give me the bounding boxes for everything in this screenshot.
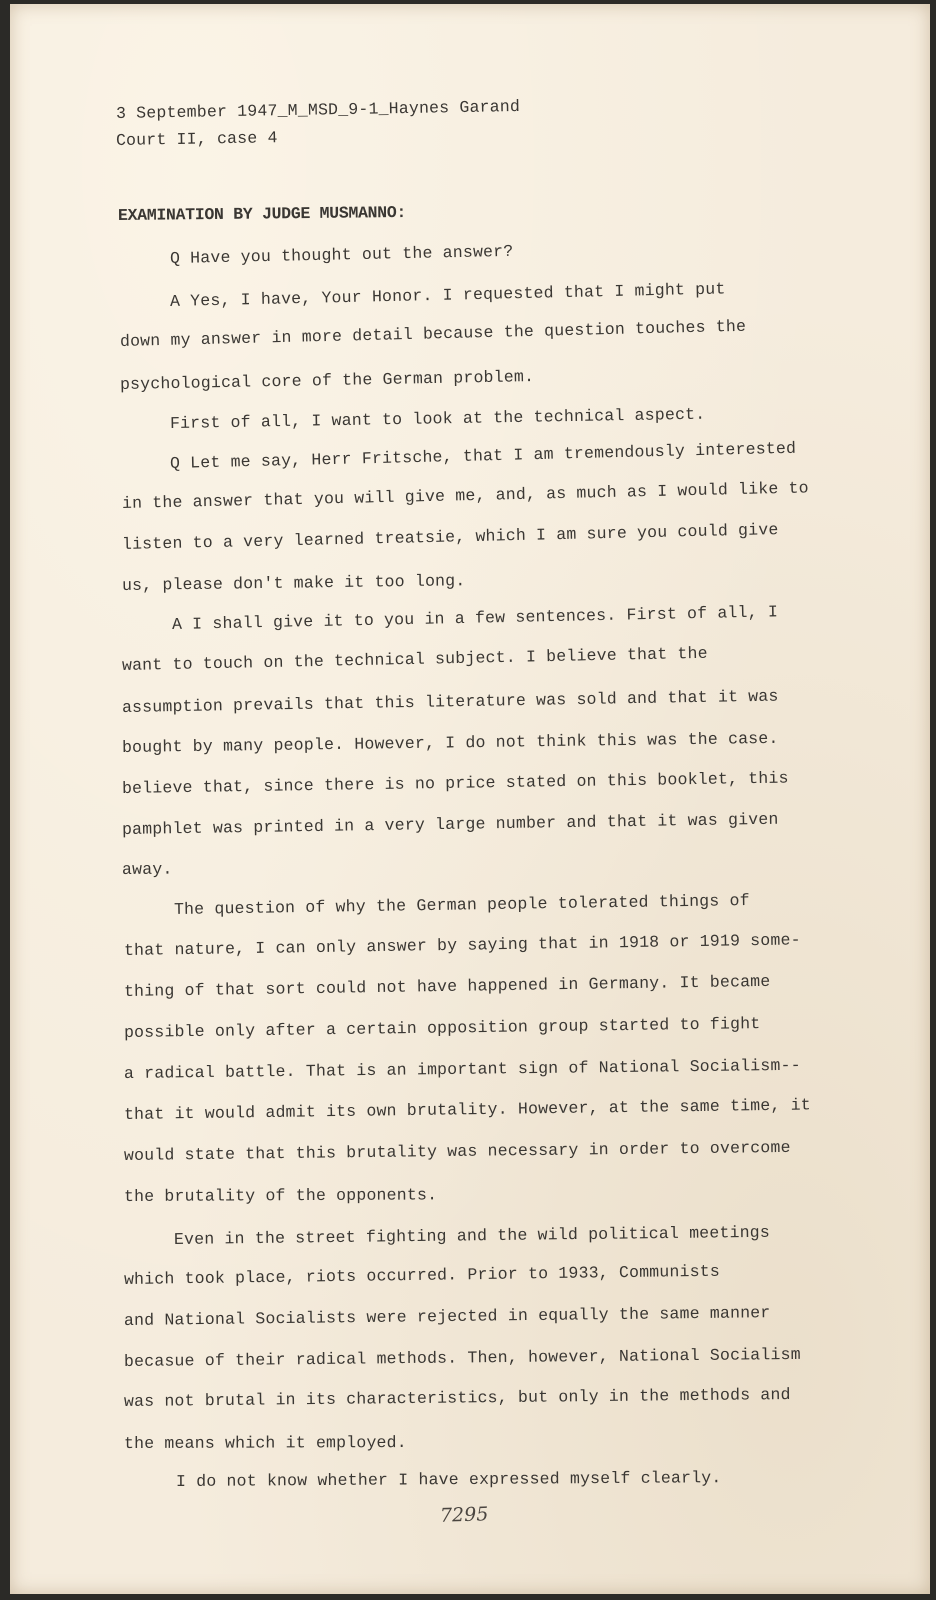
body-line: which took place, riots occurred. Prior to 1933, Communists <box>123 1261 721 1289</box>
body-line: a radical battle. That is an important sign of National Socialism-- <box>123 1055 801 1083</box>
body-line: the means which it employed. <box>123 1433 407 1453</box>
body-line: away. <box>121 859 173 879</box>
body-line: that nature, I can only answer by saying that in 1918 or 1919 some- <box>123 930 801 960</box>
body-line: Q Have you thought out the answer? <box>169 241 514 268</box>
body-line: Even in the street fighting and the wild political meetings <box>173 1222 771 1249</box>
body-line: in the answer that you will give me, and, as much as I would like to <box>121 478 809 513</box>
body-line: Q Let me say, Herr Fritsche, that I am tremendously interested <box>169 438 797 473</box>
page-number: 7295 <box>439 1503 489 1527</box>
body-line: A I shall give it to you in a few sentences. First of all, I <box>171 602 779 634</box>
body-line: that it would admit its own brutality. However, at the same time, it <box>123 1095 811 1124</box>
header-line-2: Court II, case 4 <box>115 128 278 150</box>
body-line: and National Socialists were rejected in equally the same manner <box>123 1303 771 1330</box>
body-line: First of all, I want to look at the technical aspect. <box>169 404 706 433</box>
body-line: becasue of their radical methods. Then, however, National Socialism <box>123 1344 801 1371</box>
body-line: bought by many people. However, I do not think this was the case. <box>121 728 779 757</box>
header-line-1: 3 September 1947_M_MSD_9-1_Haynes Garand <box>115 96 521 123</box>
section-heading: EXAMINATION BY JUDGE MUSMANNO: <box>117 202 407 225</box>
body-line: would state that this brutality was necessary in order to overcome <box>123 1137 791 1165</box>
body-line: The question of why the German people tolerated things of <box>173 890 750 919</box>
body-line: psychological core of the German problem. <box>119 367 535 394</box>
body-line: thing of that sort could not have happened in Germany. It became <box>123 971 771 1001</box>
body-line: want to touch on the technical subject. I believe that the <box>121 643 708 675</box>
body-line: A Yes, I have, Your Honor. I requested that I might put <box>169 279 726 311</box>
body-line: down my answer in more detail because the question touches the <box>119 316 747 351</box>
body-line: the brutality of the opponents. <box>123 1185 438 1206</box>
body-line: was not brutal in its characteristics, but only in the methods and <box>123 1385 791 1411</box>
body-line: believe that, since there is no price stated on this booklet, this <box>121 768 789 798</box>
body-line: assumption prevails that this literature was sold and that it was <box>121 686 779 717</box>
document-page <box>10 4 930 1594</box>
body-line: possible only after a certain opposition group started to fight <box>123 1014 761 1042</box>
body-line: listen to a very learned treatsie, which I am sure you could give <box>121 520 779 554</box>
body-line: I do not know whether I have expressed myself clearly. <box>175 1468 722 1491</box>
body-line: pamphlet was printed in a very large number and that it was given <box>121 809 779 839</box>
body-line: us, please don't make it too long. <box>121 571 466 595</box>
